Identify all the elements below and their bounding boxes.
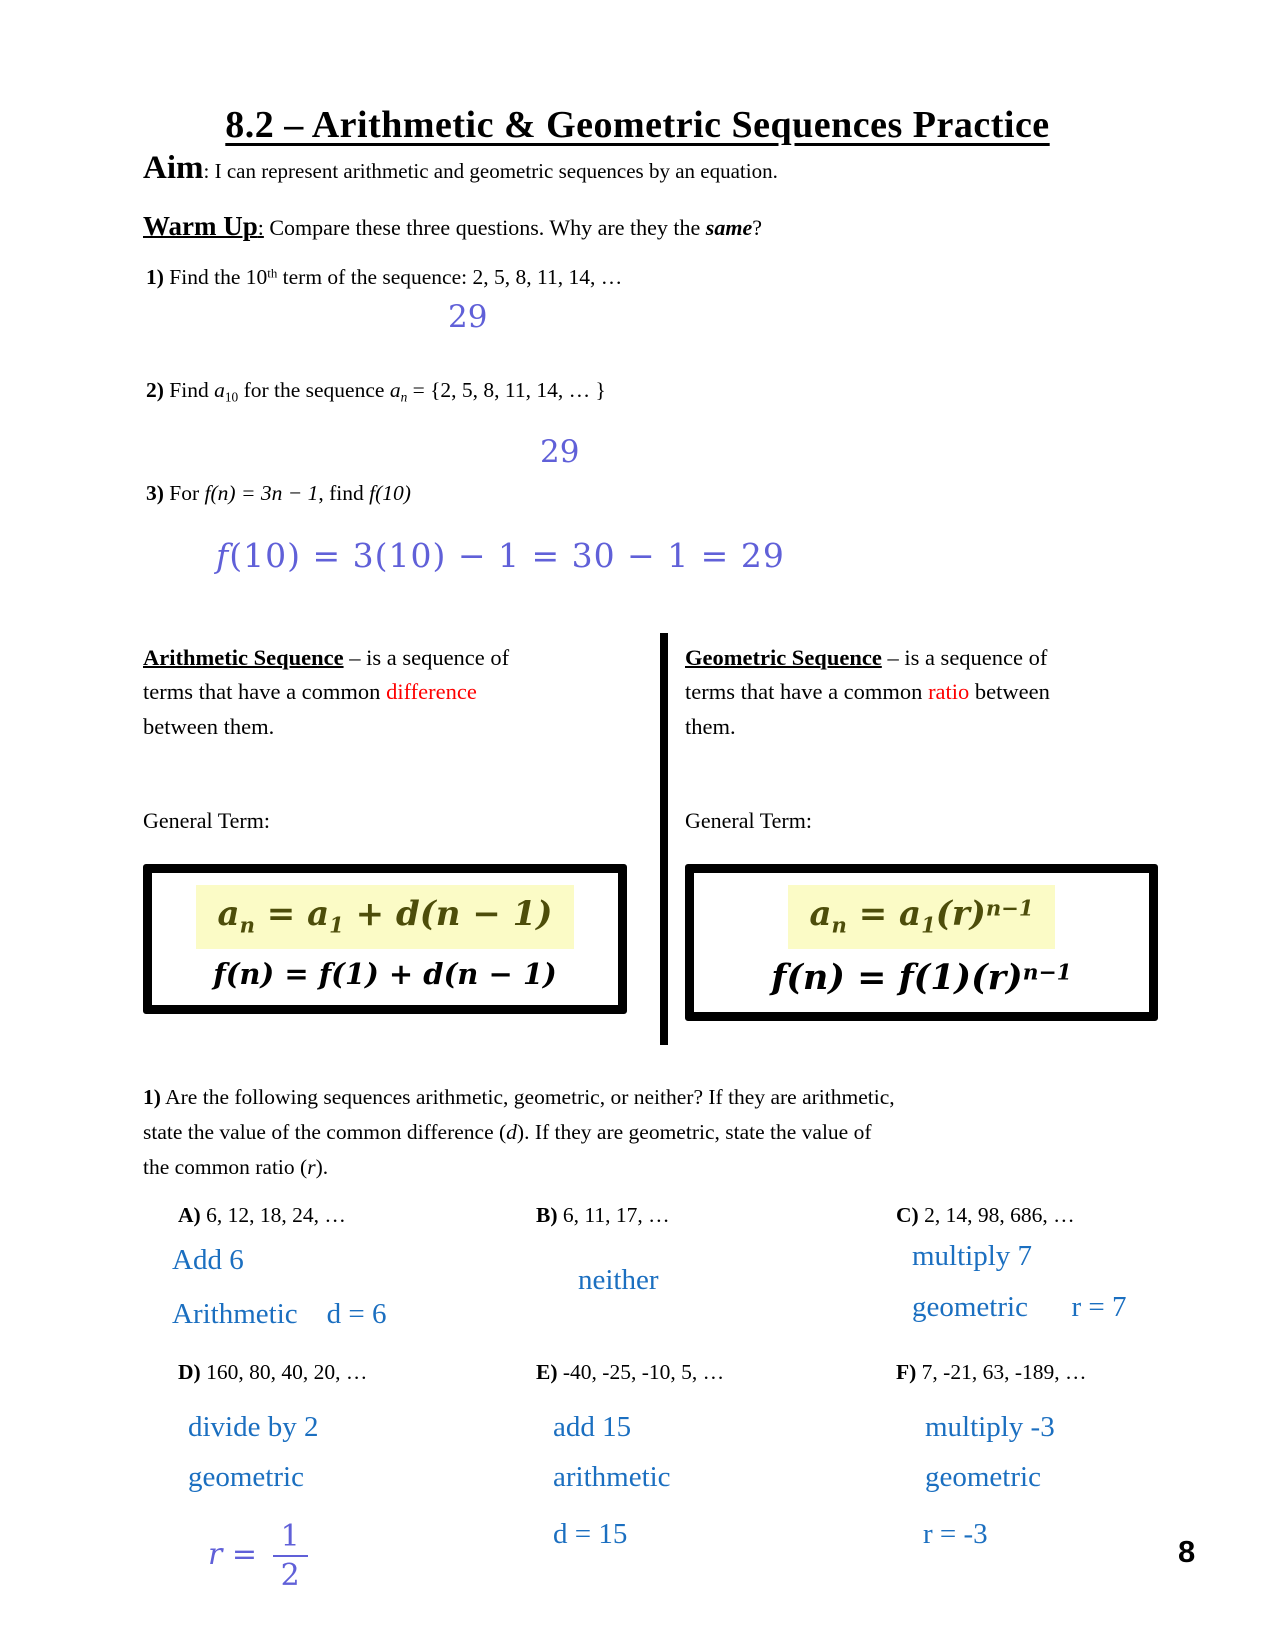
problem-d-answer-1: divide by 2 xyxy=(188,1411,319,1443)
question-2-text: Find xyxy=(163,378,215,402)
warmup-question-2 xyxy=(146,378,606,406)
arithmetic-definition xyxy=(143,641,627,744)
question-1-text-end: term of the sequence: 2, 5, 8, 11, 14, … xyxy=(277,265,623,289)
geometric-function-formula xyxy=(700,957,1143,998)
geometric-def-text-2: terms that have a common xyxy=(685,679,929,705)
geo-f-s2: 1 xyxy=(921,912,936,938)
warmup-line xyxy=(143,211,762,242)
question-3-text: For xyxy=(163,481,205,505)
problem-e-answer-2: arithmetic xyxy=(553,1461,671,1493)
question-1-ordinal-sup: th xyxy=(267,266,278,281)
problem-d-label: D) xyxy=(178,1360,201,1384)
problem-a-sequence xyxy=(178,1203,538,1228)
problem-d-fraction-denominator: 2 xyxy=(280,1558,300,1593)
geo-f-v2: a xyxy=(899,894,922,935)
page-number: 8 xyxy=(1178,1534,1196,1569)
problem-b-answer-1: neither xyxy=(578,1264,659,1296)
problem-1-prompt xyxy=(143,1080,1163,1185)
geo-f-exp: n−1 xyxy=(985,895,1034,921)
arithmetic-def-text-2: terms that have a common xyxy=(143,679,387,705)
question-3-math-2: f(10) xyxy=(369,481,411,505)
problem-1-line-1: Are the following sequences arithmetic, geometric, or neither? If they are arithmetic, xyxy=(160,1085,895,1109)
answer-3-f: f xyxy=(216,536,230,575)
warmup-label-wrap xyxy=(143,211,264,241)
problem-d-fraction-numerator: 1 xyxy=(273,1520,308,1557)
aim-colon: : xyxy=(203,159,210,183)
arith-f-rest: + d(n − 1) xyxy=(343,894,553,935)
problem-1-line-2a: state the value of the common difference ( xyxy=(143,1120,507,1144)
problem-d-terms: 160, 80, 40, 20, … xyxy=(200,1360,368,1384)
warmup-question-3 xyxy=(146,481,411,506)
geometric-definition xyxy=(685,641,1158,744)
problem-f-answer-2: geometric xyxy=(925,1461,1041,1493)
geometric-general-term-label: General Term: xyxy=(685,808,812,834)
problem-f-label: F) xyxy=(896,1360,917,1384)
problem-f-cell xyxy=(896,1360,1256,1551)
problem-f-answer-3: r = -3 xyxy=(923,1518,988,1550)
arithmetic-keyword: difference xyxy=(386,679,477,705)
problem-d-ratio-eq: = xyxy=(222,1537,267,1572)
warmup-text: Compare these three questions. Why are they the xyxy=(263,215,706,240)
aim-line xyxy=(143,150,778,187)
arithmetic-column xyxy=(143,633,627,1014)
question-2-var-a10 xyxy=(214,378,225,402)
problem-e-answer-3: d = 15 xyxy=(553,1518,628,1550)
problem-1-line-3a: the common ratio ( xyxy=(143,1155,308,1179)
arithmetic-explicit-formula xyxy=(158,885,612,948)
geo-f-v1: a xyxy=(809,894,832,935)
arithmetic-function-formula: f(n) = f(1) + d(n − 1) xyxy=(213,956,557,991)
arithmetic-def-text-1: – is a sequence of xyxy=(343,645,510,670)
problem-a-terms: 6, 12, 18, 24, … xyxy=(200,1203,346,1227)
definitions-section xyxy=(143,633,1155,1045)
problem-d-answer-2: geometric xyxy=(188,1461,304,1493)
arithmetic-term: Arithmetic Sequence xyxy=(143,645,344,670)
aim-text: I can represent arithmetic and geometric sequences by an equation. xyxy=(209,159,778,183)
problem-b-terms: 6, 11, 17, … xyxy=(557,1203,670,1227)
page-title: 8.2 – Arithmetic & Geometric Sequences Practice xyxy=(225,104,1050,147)
problem-d-ratio-answer xyxy=(208,1520,538,1592)
geometric-keyword: ratio xyxy=(928,679,970,705)
geometric-explicit-formula xyxy=(700,885,1143,948)
problem-d-sequence xyxy=(178,1360,538,1385)
warmup-answer-1: 29 xyxy=(448,299,488,335)
problem-d-cell xyxy=(178,1360,538,1592)
question-2-sub-n: n xyxy=(400,389,408,405)
warmup-question-1 xyxy=(146,265,622,290)
problem-1-var-r: r xyxy=(307,1155,316,1179)
arithmetic-general-term-label: General Term: xyxy=(143,808,270,834)
geometric-term: Geometric Sequence xyxy=(685,645,882,670)
problem-c-answer-2: geometric r = 7 xyxy=(912,1291,1127,1323)
question-2-text-end: = {2, 5, 8, 11, 14, … } xyxy=(407,378,606,402)
problem-d-fraction xyxy=(273,1520,308,1592)
problem-c-cell xyxy=(896,1203,1256,1324)
problem-b-cell xyxy=(536,1203,896,1297)
arith-f-s2: 1 xyxy=(329,912,344,938)
aim-label: Aim xyxy=(143,150,204,186)
warmup-emphasis: same xyxy=(705,215,753,240)
problem-c-terms: 2, 14, 98, 686, … xyxy=(918,1203,1075,1227)
problem-f-terms: 7, -21, 63, -189, … xyxy=(916,1360,1087,1384)
problem-e-label: E) xyxy=(536,1360,558,1384)
geometric-formula-highlight xyxy=(788,885,1056,948)
problem-1-line-2b: ). If they are geometric, state the value of xyxy=(516,1120,872,1144)
problem-a-answer-2: Arithmetic d = 6 xyxy=(172,1298,387,1330)
answer-3-work: (10) = 3(10) − 1 = 30 − 1 = 29 xyxy=(229,536,785,575)
problem-e-answer-1: add 15 xyxy=(553,1411,632,1443)
problem-c-answer-1: multiply 7 xyxy=(912,1240,1033,1272)
problem-f-answer-1: multiply -3 xyxy=(925,1411,1055,1443)
warmup-label: Warm Up xyxy=(143,211,258,241)
geo-f-rest: (r) xyxy=(935,894,986,935)
question-3-text-mid: , find xyxy=(318,481,370,505)
problem-c-sequence xyxy=(896,1203,1256,1228)
arith-f-v2: a xyxy=(307,894,330,935)
problem-c-label: C) xyxy=(896,1203,919,1227)
arith-f-v1: a xyxy=(217,894,240,935)
question-1-number: 1) xyxy=(146,265,164,289)
arith-f-s1: n xyxy=(239,912,255,938)
geo-f-mid: = xyxy=(846,894,900,935)
problem-b-label: B) xyxy=(536,1203,558,1227)
problem-1-var-d: d xyxy=(506,1120,517,1144)
problem-e-cell xyxy=(536,1360,896,1551)
geometric-def-text-1: – is a sequence of xyxy=(881,645,1048,670)
arith-f-mid: = xyxy=(254,894,308,935)
problem-f-sequence xyxy=(896,1360,1256,1385)
question-2-number: 2) xyxy=(146,378,164,402)
warmup-answer-3 xyxy=(216,536,785,575)
problem-a-answer-1: Add 6 xyxy=(172,1244,244,1276)
question-2-sub-10: 10 xyxy=(224,389,239,405)
problem-1-line-3b: ). xyxy=(315,1155,329,1179)
geometric-formula-box xyxy=(685,864,1158,1020)
problem-e-terms: -40, -25, -10, 5, … xyxy=(557,1360,725,1384)
arithmetic-formula-box xyxy=(143,864,627,1013)
question-2-var1: a xyxy=(214,378,225,402)
column-divider xyxy=(660,633,668,1045)
question-3-number: 3) xyxy=(146,481,164,505)
problem-a-label: A) xyxy=(178,1203,201,1227)
question-2-text-mid: for the sequence xyxy=(238,378,390,402)
warmup-text-end: ? xyxy=(752,215,762,240)
geo-f-s1: n xyxy=(831,912,847,938)
arithmetic-def-text-4: between them. xyxy=(143,713,275,739)
problem-b-sequence xyxy=(536,1203,896,1228)
warmup-colon: : xyxy=(257,215,264,240)
problem-a-cell xyxy=(172,1203,538,1331)
geo-ff-text: f(n) = f(1)(r) xyxy=(771,956,1023,998)
problem-1-number: 1) xyxy=(143,1085,161,1109)
problem-e-sequence xyxy=(536,1360,896,1385)
question-3-math-1: f(n) = 3n − 1 xyxy=(204,481,319,505)
arithmetic-formula-highlight xyxy=(196,885,575,948)
problem-d-ratio-var: r xyxy=(208,1537,223,1572)
geo-ff-exp: n−1 xyxy=(1022,959,1072,985)
warmup-answer-2: 29 xyxy=(540,434,580,470)
question-1-text: Find the 10 xyxy=(163,265,268,289)
geometric-def-text-4: them. xyxy=(685,713,736,739)
geometric-def-text-3: between xyxy=(969,679,1050,705)
geometric-column xyxy=(685,633,1158,1021)
question-2-var-an xyxy=(390,378,401,402)
question-2-var2: a xyxy=(389,378,401,402)
